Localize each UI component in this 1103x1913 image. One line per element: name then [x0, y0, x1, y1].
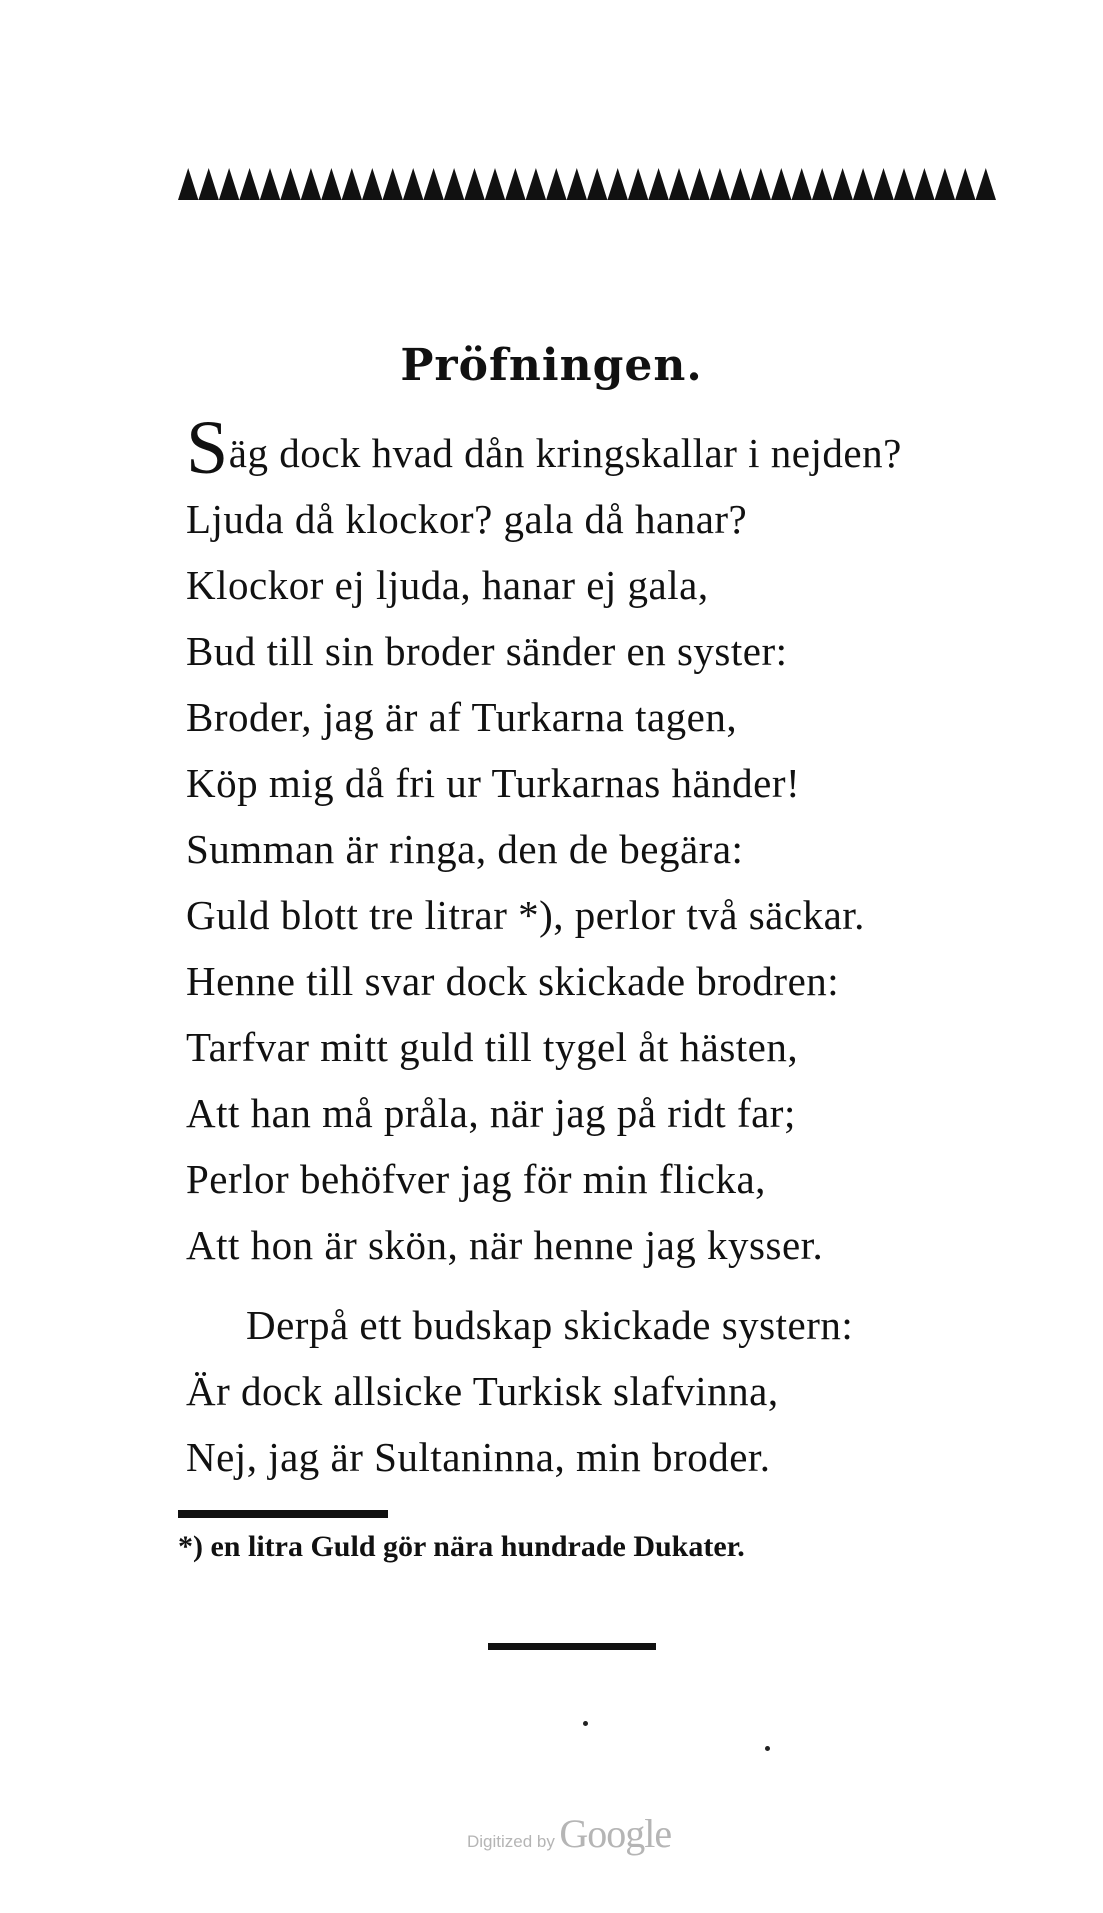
poem-line: Nej, jag är Sultaninna, min broder.: [186, 1434, 771, 1480]
poem-line: Guld blott tre litrar *), perlor två säckar.: [186, 892, 865, 938]
poem-line: Köp mig då fri ur Turkarnas händer!: [186, 760, 801, 806]
poem-line: Att han må pråla, när jag på ridt far;: [186, 1090, 796, 1136]
end-rule: [488, 1643, 656, 1650]
poem-line: Att hon är skön, när henne jag kysser.: [186, 1222, 824, 1268]
poem-line: Derpå ett budskap skickade systern:: [246, 1302, 854, 1348]
poem-line: Är dock allsicke Turkisk slafvinna,: [186, 1368, 779, 1414]
speck: [765, 1746, 770, 1751]
poem-line: Klockor ej ljuda, hanar ej gala,: [186, 562, 709, 608]
poem-line: Ljuda då klockor? gala då hanar?: [186, 496, 748, 542]
google-logo: Google: [559, 1811, 672, 1856]
poem-line: Perlor behöfver jag för min flicka,: [186, 1156, 766, 1202]
stanza-2: [186, 1292, 986, 1490]
first-line-rest: äg dock hvad dån kringskallar i nejden?: [228, 430, 902, 476]
poem-line: Henne till svar dock skickade brodren:: [186, 958, 840, 1004]
poem-line: Bud till sin broder sänder en syster:: [186, 628, 788, 674]
watermark-prefix: Digitized by: [467, 1832, 555, 1851]
poem-body: [186, 406, 986, 1490]
footnote: *) en litra Guld gör nära hundrade Dukater.: [178, 1530, 745, 1563]
drop-cap: S: [186, 406, 229, 490]
stanza-1: [186, 406, 986, 1278]
footnote-rule: [178, 1510, 388, 1518]
header-ornament: [178, 164, 996, 200]
speck: [583, 1721, 588, 1726]
poem-title: Pröfningen.: [400, 340, 703, 391]
digitized-watermark: [467, 1810, 671, 1857]
poem-line-1: [186, 406, 986, 490]
poem-line: Summan är ringa, den de begära:: [186, 826, 744, 872]
poem-line: Tarfvar mitt guld till tygel åt hästen,: [186, 1024, 799, 1070]
poem-line: Broder, jag är af Turkarna tagen,: [186, 694, 738, 740]
